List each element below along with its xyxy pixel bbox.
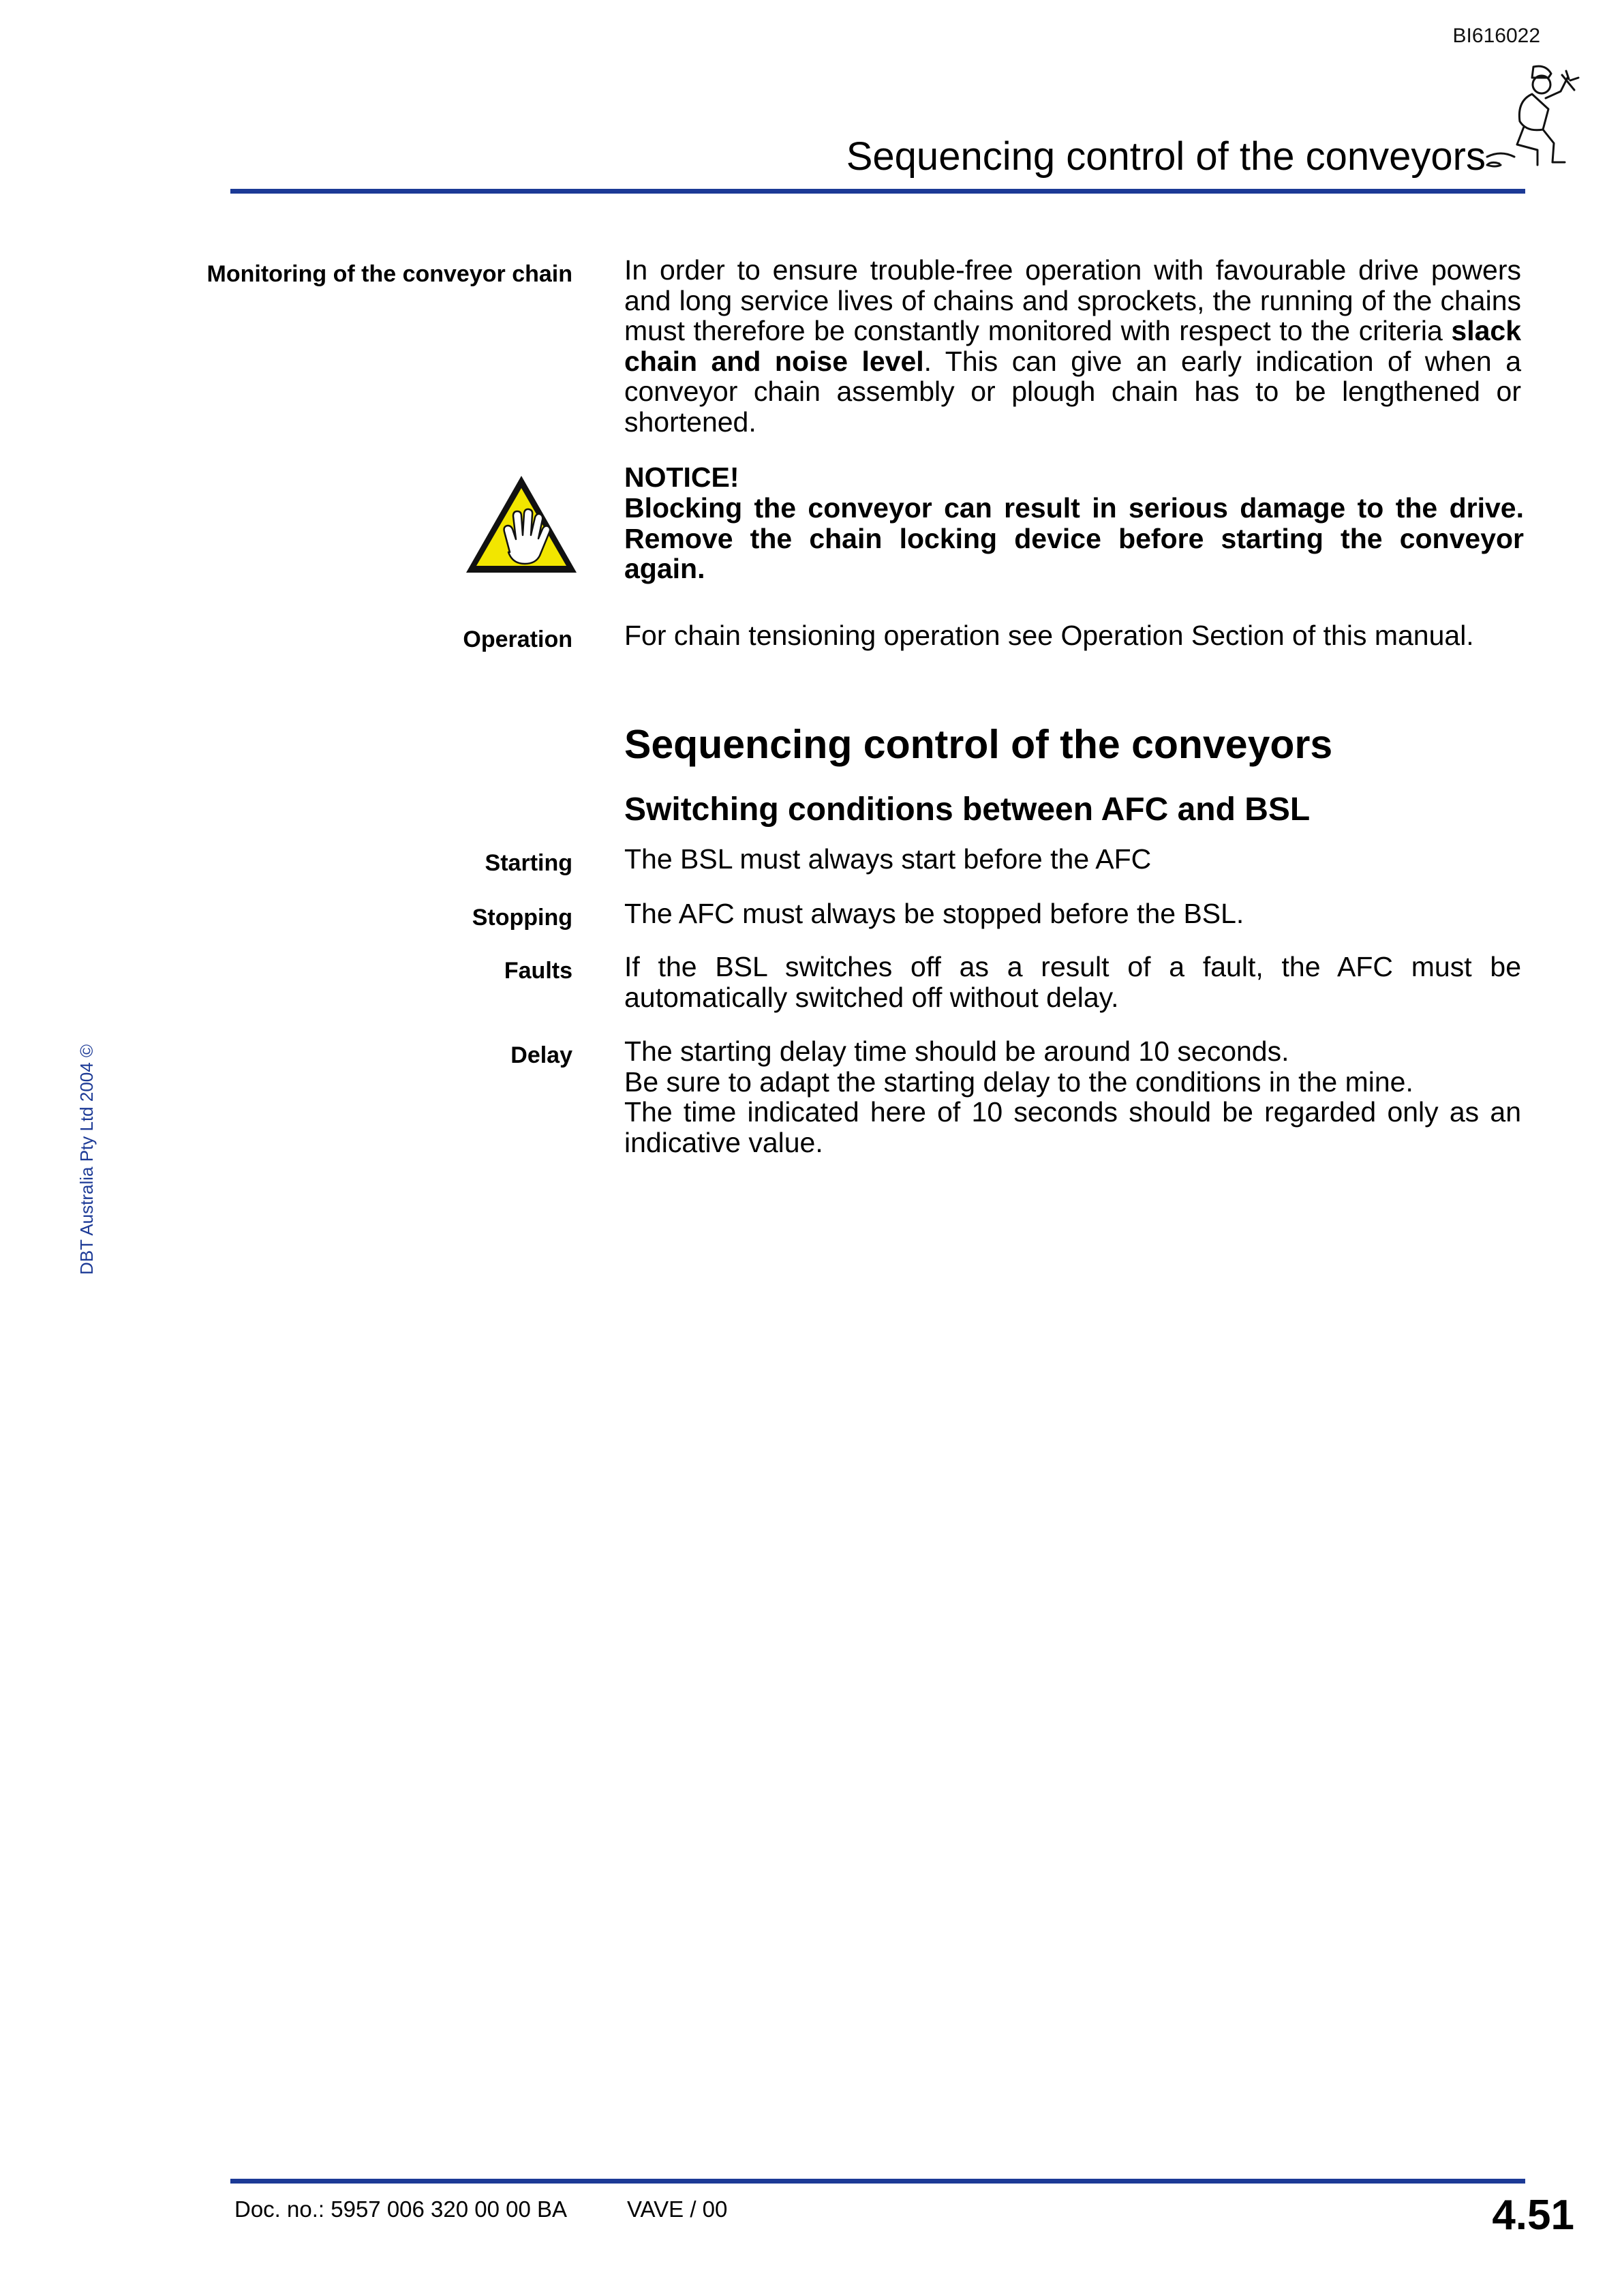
delay-line-3: The time indicated here of 10 seconds should be regarded only as an indicative value.	[624, 1096, 1521, 1158]
monitoring-text-c: . This can give an early indication of when a conveyor chain assembly or plough chain has to be lengthened or shortened.	[624, 345, 1521, 438]
worker-icon	[1486, 61, 1595, 174]
copyright-note: DBT Australia Pty Ltd 2004 ©	[76, 1044, 97, 1275]
header-title: Sequencing control of the conveyors	[846, 134, 1486, 179]
footer-doc-number: Doc. no.: 5957 006 320 00 00 BA	[234, 2196, 568, 2222]
starting-text: The BSL must always start before the AFC	[624, 843, 1152, 875]
stopping-text: The AFC must always be stopped before the BSL.	[624, 898, 1244, 929]
section-heading: Sequencing control of the conveyors	[624, 722, 1333, 767]
faults-label: Faults	[504, 958, 572, 984]
monitoring-label: Monitoring of the conveyor chain	[206, 261, 572, 287]
header-rule	[230, 189, 1525, 194]
delay-text	[624, 1036, 1521, 1158]
document-id: BI616022	[1452, 25, 1540, 47]
monitoring-criteria: slack chain and noise level	[624, 315, 1521, 377]
page-number: 4.51	[1492, 2192, 1574, 2239]
monitoring-text-a: In order to ensure trouble-free operation with favourable drive powers and long service lives of chains and sprockets, the running of the chains must therefore be constantly monitored with respect to the criteria	[624, 254, 1521, 346]
footer-version: VAVE / 00	[627, 2196, 728, 2222]
starting-label: Starting	[485, 850, 572, 876]
notice-text: Blocking the conveyor can result in serious damage to the drive. Remove the chain locking device before starting the conveyor again.	[624, 492, 1524, 584]
monitoring-text	[624, 255, 1521, 437]
operation-text: For chain tensioning operation see Operation Section of this manual.	[624, 620, 1474, 651]
subsection-heading: Switching conditions between AFC and BSL	[624, 791, 1311, 828]
footer-rule	[230, 2179, 1525, 2184]
operation-label: Operation	[463, 626, 572, 652]
delay-label: Delay	[510, 1042, 572, 1068]
notice-heading: NOTICE!	[624, 462, 739, 493]
delay-line-2: Be sure to adapt the starting delay to the conditions in the mine.	[624, 1066, 1413, 1098]
faults-text: If the BSL switches off as a result of a fault, the AFC must be automatically switched off without delay.	[624, 951, 1521, 1013]
warning-hand-icon	[462, 470, 581, 578]
delay-line-1: The starting delay time should be around 10 seconds.	[624, 1036, 1289, 1067]
stopping-label: Stopping	[472, 905, 572, 931]
